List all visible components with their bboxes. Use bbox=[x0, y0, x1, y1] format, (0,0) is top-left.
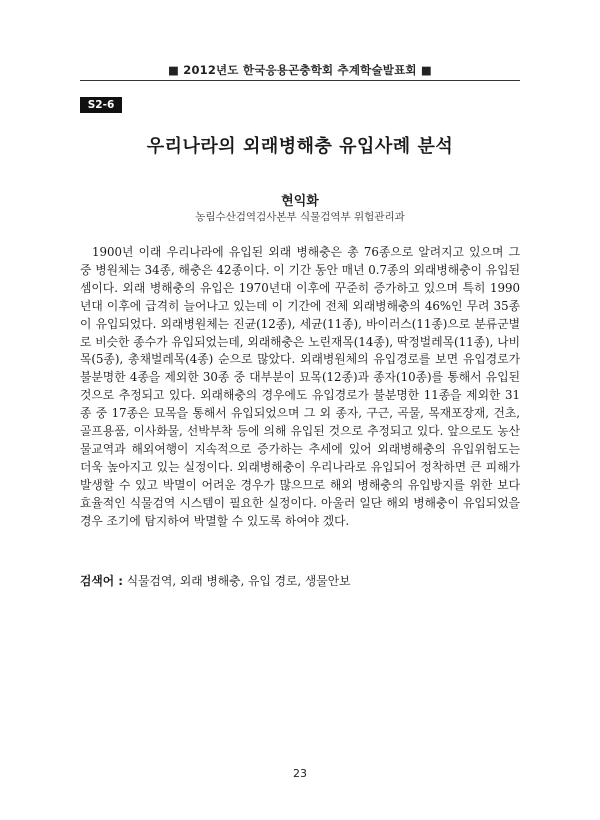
header-divider bbox=[80, 80, 520, 81]
keywords-text: 식물검역, 외래 병해충, 유입 경로, 생물안보 bbox=[126, 574, 351, 588]
abstract-body: 1900년 이래 우리나라에 유입된 외래 병해충은 총 76종으로 알려지고 있으며 그 중 병원체는 34종, 해충은 42종이다. 이 기간 동안 매년 0.7종의 외래병해충이 유입된 셈이다. 외래 병해충의 유입은 1970년대 이후에 꾸준히 증가하고 있으며 특히 1990년대 이후에 급격히 늘어나고 있는데 이 기간에 전체 외래병해충의 46%인 무려 35종이 유입되었다. 외래병원체는 진균(12종), 세균(11종), 바이러스(11종)으로 분류군별로 비슷한 종수가 유입되었는데, 외래해충은 노린재목(14종), 딱정벌레목(11종), 나비목(5종), 총채벌레목(4종) 순으로 많았다. 외래병원체의 유입경로를 보면 유입경로가 불분명한 4종을 제외한 30종 중 대부분이 묘목(12종)과 종자(10종)를 통해서 유입된 것으로 추정되고 있다. 외래해충의 경우에도 유입경로가 불분명한 11종을 제외한 31종 중 17종은 묘목을 통해서 유입되었으며 그 외 종자, 구근, 곡물, 목재포장재, 건초, 골프용품, 이사화물, 선박부착 등에 의해 유입된 것으로 추정되고 있다. 앞으로도 농산물교역과 해외여행이 지속적으로 증가하는 추세에 있어 외래병해충의 유입위험도는 더욱 높아지고 있는 실정이다. 외래병해충이 우리나라로 유입되어 정착하면 큰 피해가 발생할 수 있고 박멸이 어려운 경우가 많으므로 해외 병해충의 유입방지를 위한 보다 효율적인 식물검역 시스템이 필요한 실정이다. 아울러 일단 해외 병해충이 유입되었을 경우 조기에 탐지하여 박멸할 수 있도록 하여야 겠다. bbox=[80, 245, 520, 528]
paper-title: 우리나라의 외래병해충 유입사례 분석 bbox=[146, 136, 454, 157]
author-affiliation: 농림수산검역검사본부 식물검역부 위험관리과 bbox=[195, 211, 405, 223]
keywords-label: 검색어 : bbox=[80, 574, 124, 588]
keywords-line bbox=[80, 572, 520, 589]
running-header: ■ 2012년도 한국응용곤충학회 추계학술발표회 ■ bbox=[167, 63, 432, 77]
page-number: 23 bbox=[293, 767, 307, 780]
author-name: 현익화 bbox=[281, 194, 319, 209]
session-code-badge: S2-6 bbox=[80, 97, 122, 113]
